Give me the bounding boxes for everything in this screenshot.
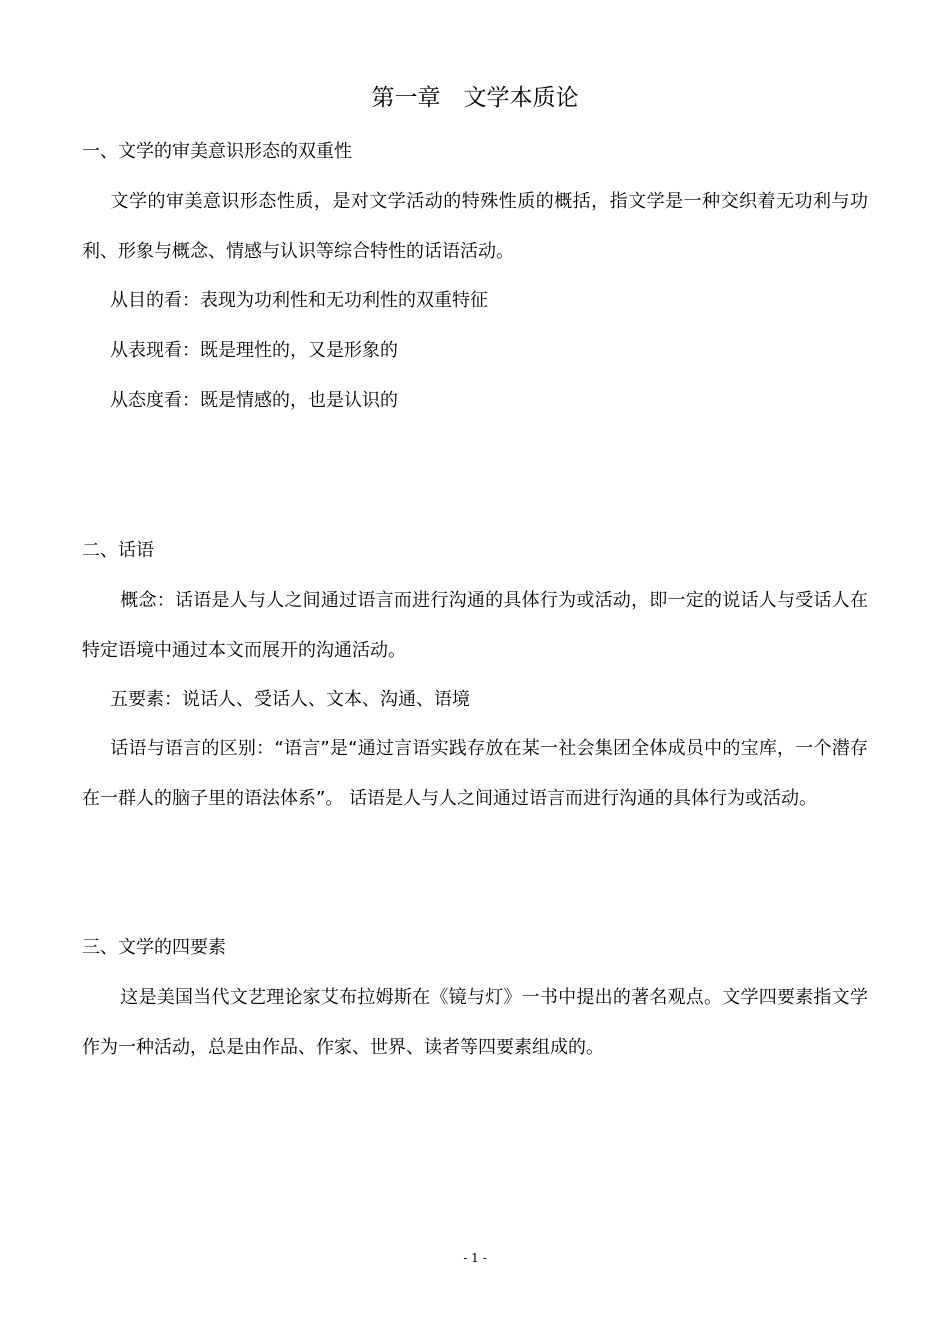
section-1-line-expression: 从表现看：既是理性的，又是形象的: [110, 340, 398, 361]
section-heading-2: 二、话语: [82, 540, 154, 561]
section-1-line-attitude: 从态度看：既是情感的，也是认识的: [110, 390, 398, 411]
section-2-difference: [82, 724, 868, 824]
section-heading-3: 三、文学的四要素: [82, 937, 226, 958]
section-2-concept: [82, 576, 868, 676]
page-number: - 1 -: [463, 1251, 487, 1265]
section-heading-1: 一、文学的审美意识形态的双重性: [82, 141, 352, 162]
section-1-line-purpose: 从目的看：表现为功利性和无功利性的双重特征: [110, 290, 488, 311]
section-2-concept-text: 概念：话语是人与人之间通过语言而进行沟通的具体行为或活动，即一定的说话人与受话人在特定语境中通过本文而展开的沟通活动。: [82, 590, 868, 661]
section-2-difference-text: 话语与语言的区别：“语言”是“通过言语实践存放在某一社会集团全体成员中的宝库，一个潜存在一群人的脑子里的语法体系”。 话语是人与人之间通过语言而进行沟通的具体行为或活动。: [82, 738, 868, 809]
section-3-body-text: 这是美国当代文艺理论家艾布拉姆斯在《镜与灯》一书中提出的著名观点。文学四要素指文学作为一种活动，总是由作品、作家、世界、读者等四要素组成的。: [82, 987, 868, 1058]
section-1-intro-text: 文学的审美意识形态性质，是对文学活动的特殊性质的概括，指文学是一种交织着无功利与功利、形象与概念、情感与认识等综合特性的话语活动。: [82, 191, 868, 262]
chapter-title: 第一章 文学本质论: [371, 85, 579, 111]
section-2-elements: 五要素：说话人、受话人、文本、沟通、语境: [110, 689, 470, 710]
section-3-body: [82, 973, 868, 1073]
section-1-intro: [82, 177, 868, 277]
